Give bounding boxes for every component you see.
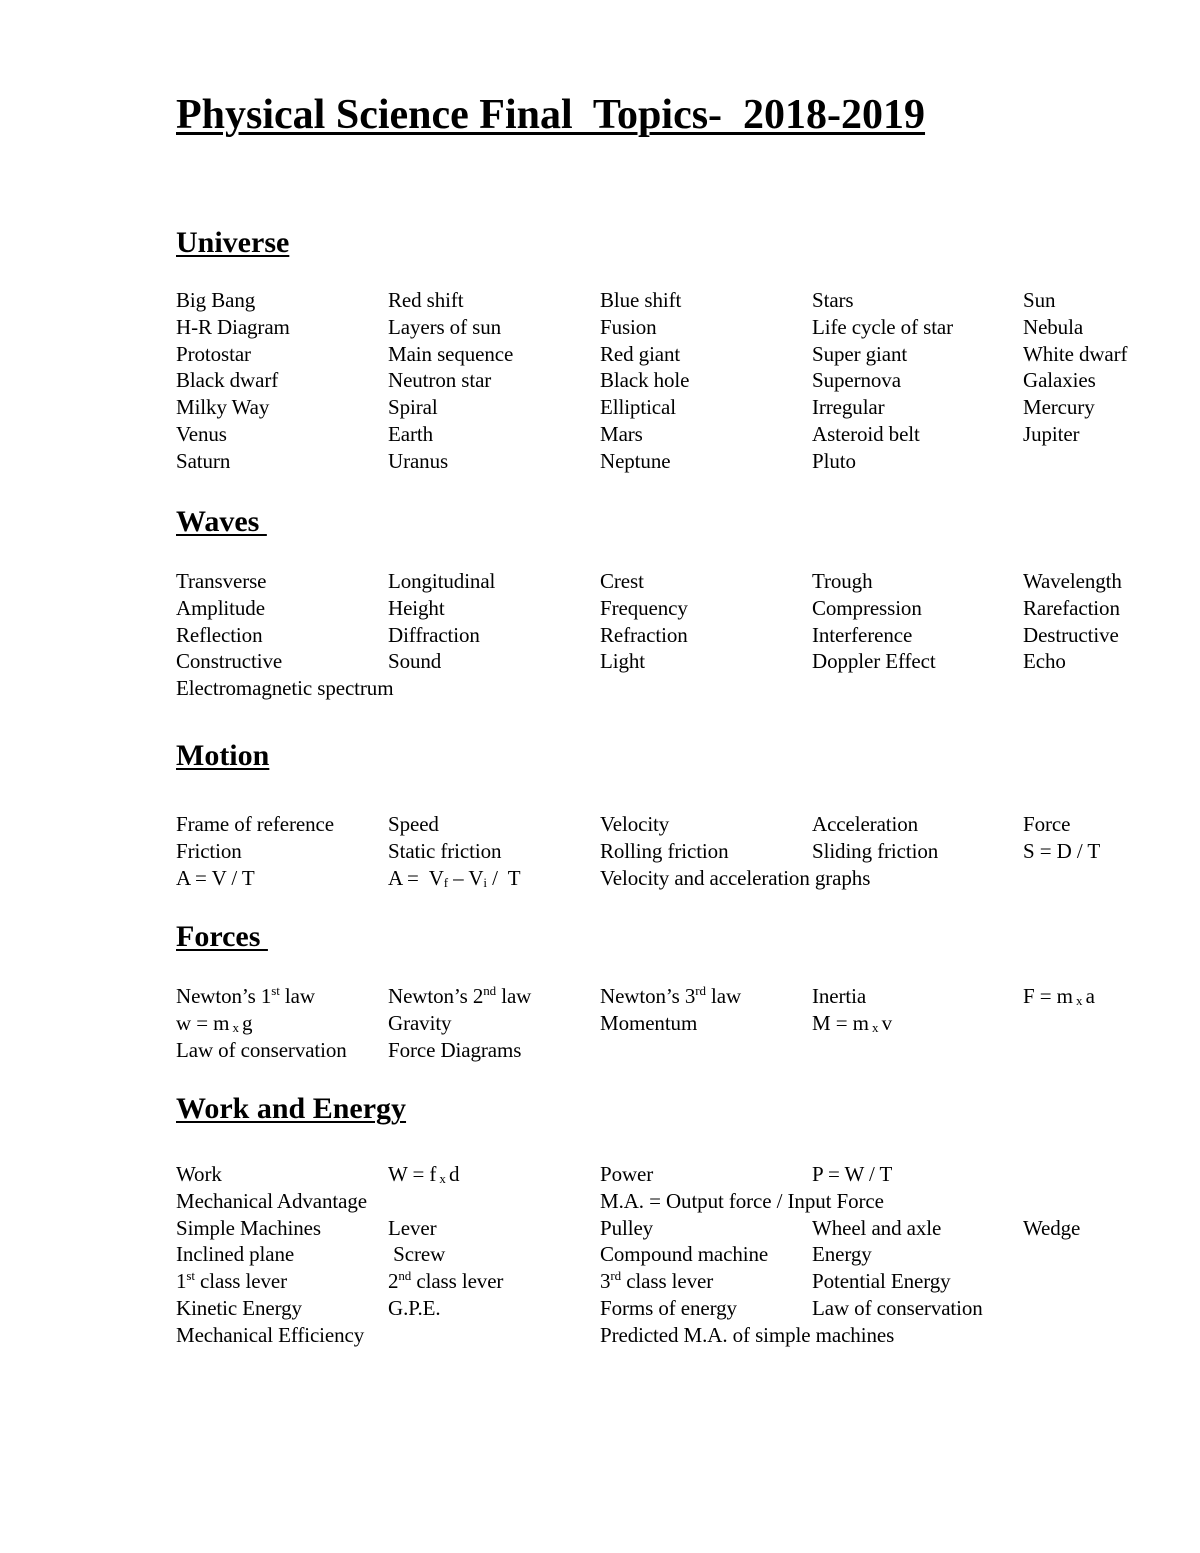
topic-item: G.P.E. — [388, 1295, 441, 1320]
topic-item: Potential Energy — [812, 1269, 951, 1294]
topic-item: Earth — [388, 421, 433, 446]
topic-row — [176, 1322, 1196, 1349]
formula-part: d — [448, 1162, 460, 1186]
formula-subscript: x — [229, 1019, 243, 1035]
topic-item: Inclined plane — [176, 1242, 295, 1267]
topic-row — [176, 1268, 1196, 1295]
topic-item: Life cycle of star — [812, 314, 954, 339]
motion-topic-grid — [176, 811, 1196, 891]
topic-row — [176, 341, 1196, 368]
section-heading-work-energy: Work and Energy — [176, 1092, 407, 1125]
topic-row — [176, 648, 1196, 675]
topic-row — [176, 1241, 1196, 1268]
topic-item: Interference — [812, 622, 913, 647]
section-heading-motion: Motion — [176, 739, 270, 772]
topic-item: Longitudinal — [388, 569, 496, 593]
topic-item: Uranus — [388, 448, 449, 473]
section-heading-universe: Universe — [176, 226, 290, 259]
topic-item: Stars — [812, 288, 854, 312]
topic-item: Velocity and acceleration graphs — [600, 865, 871, 890]
formula-part: A = V — [388, 865, 444, 890]
topic-item: Pluto — [812, 448, 856, 473]
text-part: law — [496, 984, 532, 1008]
topic-item: Trough — [812, 569, 873, 593]
text-part: law — [705, 984, 742, 1008]
formula-part: W = f — [388, 1162, 437, 1186]
topic-item: Velocity — [600, 812, 670, 836]
topic-item: Inertia — [812, 984, 867, 1008]
topic-item: Supernova — [812, 368, 901, 393]
topic-item: Constructive — [176, 649, 283, 674]
topic-item: Mechanical Advantage — [176, 1188, 367, 1213]
topic-item: Saturn — [176, 448, 231, 473]
topic-item: S = D / T — [1023, 838, 1101, 863]
topic-row — [176, 622, 1196, 649]
topic-item: Sun — [1023, 288, 1056, 312]
topic-item: Jupiter — [1023, 421, 1080, 446]
topic-item: Black dwarf — [176, 368, 279, 393]
topic-item: Venus — [176, 421, 227, 446]
topic-row — [176, 1010, 1196, 1037]
topic-row — [176, 1161, 1196, 1188]
formula-part: M = m — [812, 1010, 869, 1035]
topic-row — [176, 811, 1196, 838]
text-part: Newton’s 2 — [388, 984, 484, 1008]
text-part: class lever — [411, 1269, 504, 1294]
superscript: nd — [398, 1268, 412, 1284]
topic-item: Electromagnetic spectrum — [176, 676, 394, 701]
section-universe — [176, 226, 1196, 473]
second-class-lever — [388, 1268, 503, 1295]
topic-row — [176, 314, 1196, 341]
topic-item: Amplitude — [176, 595, 265, 620]
topic-row — [176, 1037, 1196, 1064]
topic-row — [176, 865, 1196, 892]
topic-item: Kinetic Energy — [176, 1295, 302, 1320]
topic-item: Frequency — [600, 595, 688, 620]
text-part: class lever — [621, 1269, 714, 1294]
text-part: law — [279, 984, 315, 1008]
topic-item: Layers of sun — [388, 314, 502, 339]
topic-item: Energy — [812, 1242, 872, 1267]
topic-item: Rolling friction — [600, 838, 729, 863]
topic-row — [176, 1188, 1196, 1215]
topic-item: Red shift — [388, 288, 464, 312]
formula-subscript: x — [868, 1019, 882, 1035]
topic-item: Light — [600, 649, 645, 674]
topic-item: Gravity — [388, 1010, 452, 1035]
topic-row — [176, 675, 1196, 702]
topic-item: Law of conservation — [812, 1295, 983, 1320]
formula-part: a — [1085, 984, 1095, 1008]
topic-item: Mars — [600, 421, 643, 446]
superscript: st — [186, 1268, 195, 1284]
topic-item: Destructive — [1023, 622, 1119, 647]
topic-item: Forms of energy — [600, 1295, 737, 1320]
formula-part: w = m — [176, 1010, 230, 1035]
acceleration-formula — [388, 865, 520, 892]
forces-topic-grid — [176, 983, 1196, 1063]
text-part: Newton’s 1 — [176, 984, 272, 1008]
topic-item: H-R Diagram — [176, 314, 290, 339]
topic-row — [176, 394, 1196, 421]
topic-item: White dwarf — [1023, 341, 1128, 366]
work-formula — [388, 1161, 459, 1188]
topic-item: Momentum — [600, 1010, 698, 1035]
text-part: class lever — [194, 1269, 287, 1294]
topic-item: Irregular — [812, 395, 885, 420]
superscript: nd — [483, 983, 497, 998]
topic-item: Milky Way — [176, 395, 270, 420]
topic-item: A = V / T — [176, 865, 255, 890]
topic-item: Reflection — [176, 622, 263, 647]
section-forces — [176, 920, 1196, 1062]
third-class-lever — [600, 1268, 713, 1295]
topic-item: Transverse — [176, 569, 267, 593]
topic-item: Speed — [388, 812, 439, 836]
topic-row — [176, 1295, 1196, 1322]
formula-part: / T — [486, 865, 521, 890]
topic-item: Lever — [388, 1215, 437, 1240]
topic-row — [176, 421, 1196, 448]
topic-item: Blue shift — [600, 288, 682, 312]
work-energy-topic-grid — [176, 1161, 1196, 1349]
section-waves — [176, 505, 1196, 701]
topic-item: Refraction — [600, 622, 688, 647]
formula-subscript: x — [436, 1171, 449, 1186]
topic-item: Asteroid belt — [812, 421, 920, 446]
topic-item: Red giant — [600, 341, 681, 366]
section-heading-forces: Forces — [176, 920, 268, 953]
superscript: st — [271, 983, 280, 998]
formula-part: g — [242, 1010, 253, 1035]
superscript: rd — [610, 1268, 622, 1284]
topic-item: Galaxies — [1023, 368, 1096, 393]
topic-row — [176, 838, 1196, 865]
topic-item: Diffraction — [388, 622, 480, 647]
topic-row — [176, 1215, 1196, 1242]
force-formula — [1023, 983, 1095, 1010]
topic-item: Wheel and axle — [812, 1215, 942, 1240]
page-title: Physical Science Final Topics- 2018-2019 — [176, 92, 926, 138]
topic-item: Neutron star — [388, 368, 492, 393]
waves-topic-grid — [176, 568, 1196, 702]
topic-item: Acceleration — [812, 812, 919, 836]
topic-row — [176, 367, 1196, 394]
newtons-second-law — [388, 983, 531, 1010]
newtons-first-law — [176, 983, 315, 1010]
formula-subscript: f — [443, 874, 449, 890]
topic-item: Work — [176, 1162, 222, 1186]
universe-topic-grid — [176, 287, 1196, 475]
topic-item: Fusion — [600, 314, 657, 339]
topic-item: Sound — [388, 649, 442, 674]
momentum-formula — [812, 1010, 892, 1037]
topic-item: Compression — [812, 595, 922, 620]
topic-item: Wavelength — [1023, 569, 1122, 593]
topic-item: Protostar — [176, 341, 251, 366]
topic-item: Super giant — [812, 341, 908, 366]
text-part: 1 — [176, 1269, 187, 1294]
topic-item: Doppler Effect — [812, 649, 936, 674]
topic-item: Compound machine — [600, 1242, 769, 1267]
topic-item: Wedge — [1023, 1215, 1081, 1240]
formula-subscript: i — [483, 874, 487, 890]
section-heading-waves: Waves — [176, 505, 267, 538]
superscript: rd — [695, 983, 706, 998]
topic-item: Simple Machines — [176, 1215, 321, 1240]
topic-item: Frame of reference — [176, 812, 334, 836]
topic-item: Sliding friction — [812, 838, 939, 863]
topic-row — [176, 595, 1196, 622]
section-work-energy — [176, 1092, 1196, 1347]
first-class-lever — [176, 1268, 287, 1295]
topic-item: Mercury — [1023, 395, 1095, 420]
topic-row — [176, 287, 1196, 314]
topic-item: Law of conservation — [176, 1037, 347, 1062]
topic-item: Pulley — [600, 1215, 654, 1240]
formula-subscript: x — [1072, 993, 1086, 1008]
section-motion — [176, 739, 1196, 890]
topic-item: Mechanical Efficiency — [176, 1322, 365, 1347]
topic-row — [176, 568, 1196, 595]
text-part: 2 — [388, 1269, 399, 1294]
topic-item: Friction — [176, 838, 242, 863]
topic-item: Predicted M.A. of simple machines — [600, 1322, 895, 1347]
text-part: Newton’s 3 — [600, 984, 696, 1008]
topic-item: Force — [1023, 812, 1071, 836]
topic-item: Static friction — [388, 838, 502, 863]
formula-part: v — [881, 1010, 892, 1035]
topic-item: Big Bang — [176, 288, 256, 312]
topic-item: Force Diagrams — [388, 1037, 522, 1062]
newtons-third-law — [600, 983, 741, 1010]
topic-item: Black hole — [600, 368, 690, 393]
weight-formula — [176, 1010, 252, 1037]
formula-part: F = m — [1023, 984, 1073, 1008]
topic-item: Neptune — [600, 448, 671, 473]
topic-item: Main sequence — [388, 341, 514, 366]
power-formula: P = W / T — [812, 1162, 893, 1186]
topic-item: Crest — [600, 569, 644, 593]
topic-item: Screw — [388, 1242, 446, 1267]
formula-part: – V — [448, 865, 484, 890]
topic-item: Nebula — [1023, 314, 1084, 339]
topic-item: Height — [388, 595, 445, 620]
topic-item: Elliptical — [600, 395, 676, 420]
topic-row — [176, 983, 1196, 1010]
topic-item: Power — [600, 1162, 654, 1186]
topic-item: Rarefaction — [1023, 595, 1120, 620]
text-part: 3 — [600, 1269, 611, 1294]
topic-item: Echo — [1023, 649, 1066, 674]
mechanical-advantage-formula: M.A. = Output force / Input Force — [600, 1188, 884, 1213]
topic-row — [176, 448, 1196, 475]
topic-item: Spiral — [388, 395, 438, 420]
